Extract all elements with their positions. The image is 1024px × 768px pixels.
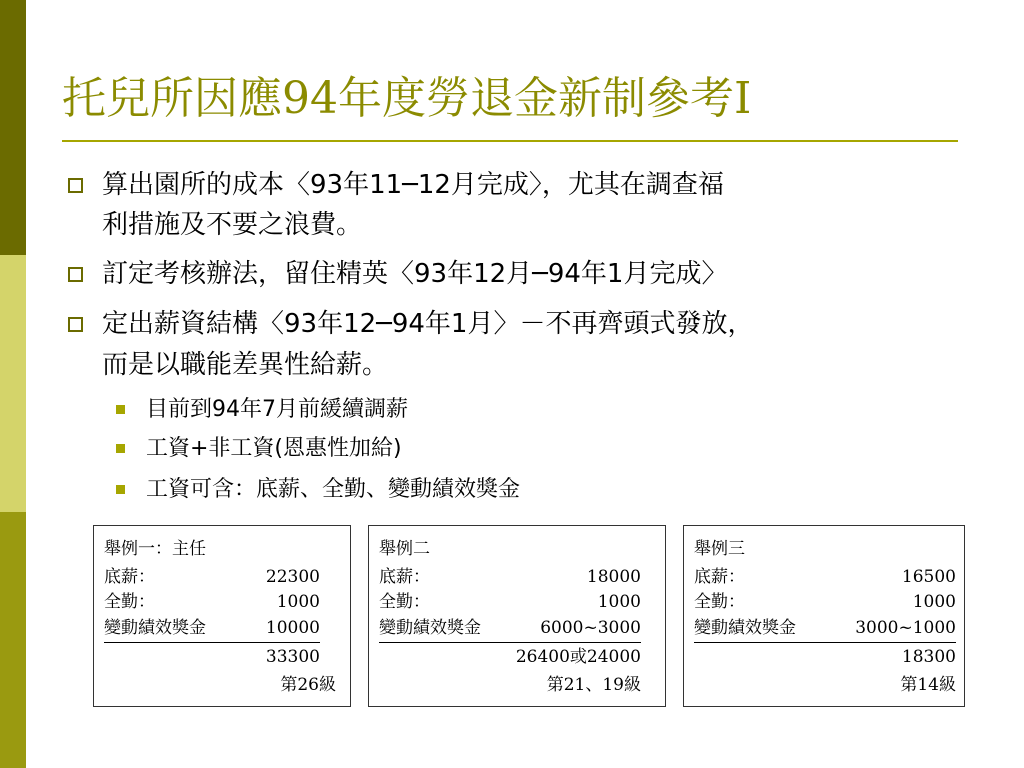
grade-value: 第26級 xyxy=(280,675,336,695)
bonus-label: 變動績效獎金 xyxy=(694,618,796,638)
square-subbullet-icon xyxy=(116,405,125,414)
square-bullet-icon xyxy=(68,178,83,193)
base-value: 16500 xyxy=(901,567,956,587)
square-subbullet-icon xyxy=(116,485,125,494)
left-bar-dark-segment xyxy=(0,0,26,255)
square-bullet-icon xyxy=(68,267,83,282)
bullet-text-line2: 利措施及不要之浪費。 xyxy=(102,210,363,240)
attendance-label: 全勤： xyxy=(104,592,155,612)
base-value: 22300 xyxy=(265,567,320,587)
sub-bullet-text: 工資可含：底薪、全勤、變動績效獎金 xyxy=(146,477,521,502)
bullet-text-line2: 而是以職能差異性給薪。 xyxy=(102,350,389,380)
sub-bullet-text: 工資+非工資(恩惠性加給) xyxy=(146,436,402,461)
left-bar-light-segment xyxy=(0,255,26,512)
bullet-text-line1: 算出園所的成本〈93年11─12月完成〉，尤其在調查福 xyxy=(102,170,724,200)
example-card-2 xyxy=(368,525,666,707)
attendance-value: 1000 xyxy=(276,592,320,612)
example-title: 舉例一：主任 xyxy=(104,539,206,559)
bonus-value: 10000 xyxy=(265,618,320,638)
attendance-value: 1000 xyxy=(597,592,641,612)
total-value: 33300 xyxy=(265,647,320,667)
example-title: 舉例二 xyxy=(379,539,430,559)
sum-divider xyxy=(694,642,956,643)
example-card-1 xyxy=(93,525,351,707)
total-value: 18300 xyxy=(901,647,956,667)
bonus-label: 變動績效獎金 xyxy=(379,618,481,638)
grade-value: 第14級 xyxy=(900,675,956,695)
square-subbullet-icon xyxy=(116,444,125,453)
example-card-3 xyxy=(683,525,965,707)
bullet-text-line1: 訂定考核辦法，留住精英〈93年12月─94年1月完成〉 xyxy=(102,259,728,289)
total-value: 26400或24000 xyxy=(515,647,641,667)
title-divider xyxy=(62,140,958,142)
slide-title: 托兒所因應94年度勞退金新制參考I xyxy=(62,73,752,124)
bonus-value: 6000~3000 xyxy=(540,618,641,638)
bonus-value: 3000~1000 xyxy=(855,618,956,638)
base-label: 底薪： xyxy=(379,567,430,587)
sub-bullet-text: 目前到94年7月前緩續調薪 xyxy=(146,397,408,422)
left-bar-mid-segment xyxy=(0,512,26,768)
square-bullet-icon xyxy=(68,317,83,332)
sum-divider xyxy=(379,642,641,643)
left-decorative-bar xyxy=(0,0,26,768)
example-title: 舉例三 xyxy=(694,539,745,559)
base-value: 18000 xyxy=(586,567,641,587)
grade-value: 第21、19級 xyxy=(546,675,641,695)
base-label: 底薪： xyxy=(104,567,155,587)
attendance-label: 全勤： xyxy=(694,592,745,612)
attendance-value: 1000 xyxy=(912,592,956,612)
bonus-label: 變動績效獎金 xyxy=(104,618,206,638)
base-label: 底薪： xyxy=(694,567,745,587)
sum-divider xyxy=(104,642,320,643)
attendance-label: 全勤： xyxy=(379,592,430,612)
bullet-text-line1: 定出薪資結構〈93年12─94年1月〉－不再齊頭式發放， xyxy=(102,309,754,339)
